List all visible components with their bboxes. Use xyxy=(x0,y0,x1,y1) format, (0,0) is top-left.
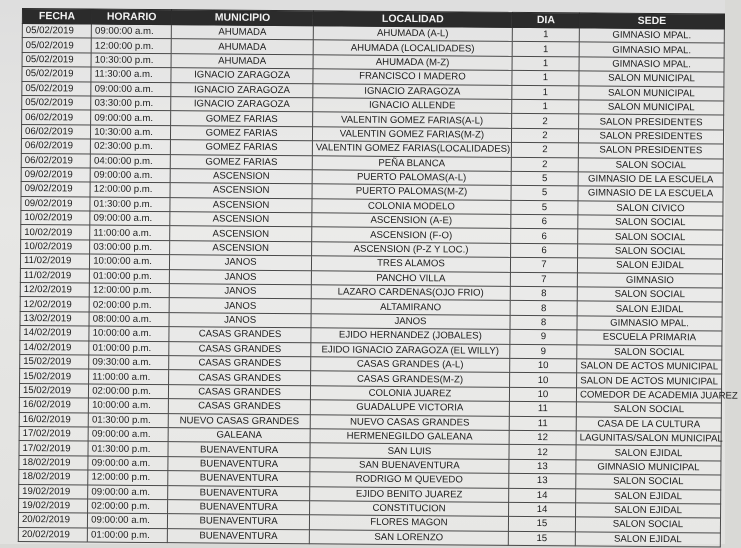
cell-localidad: HERMENEGILDO GALEANA xyxy=(310,429,509,445)
cell-municipio: ASCENSION xyxy=(170,197,312,213)
cell-dia: 10 xyxy=(510,358,577,373)
cell-fecha: 05/02/2019 xyxy=(22,38,91,53)
cell-horario: 08:00:00 a.m. xyxy=(89,312,169,327)
cell-horario: 10:30:00 p.m. xyxy=(91,53,171,68)
cell-municipio: CASAS GRANDES xyxy=(169,341,311,357)
cell-sede: SALON SOCIAL xyxy=(577,344,722,360)
cell-localidad: SAN BUENAVENTURA xyxy=(310,457,509,473)
cell-horario: 09:00:00 a.m. xyxy=(90,168,170,183)
cell-fecha: 17/02/2019 xyxy=(19,426,88,441)
cell-localidad: ASCENSION (F-O) xyxy=(312,227,511,243)
cell-municipio: BUENAVENTURA xyxy=(168,514,310,530)
cell-horario: 12:00:00 p.m. xyxy=(89,283,169,298)
cell-sede: SALON EJIDAL xyxy=(576,488,721,504)
cell-fecha: 06/02/2019 xyxy=(22,110,91,125)
cell-horario: 01:30:00 p.m. xyxy=(88,441,168,456)
cell-dia: 15 xyxy=(508,517,575,532)
cell-horario: 04:00:00 p.m. xyxy=(90,154,170,169)
cell-dia: 6 xyxy=(511,229,578,244)
cell-municipio: AHUMADA xyxy=(172,25,314,41)
cell-horario: 09:00:00 a.m. xyxy=(88,456,168,471)
cell-municipio: BUENAVENTURA xyxy=(168,528,310,544)
cell-localidad: EJIDO IGNACIO ZARAGOZA (EL WILLY) xyxy=(311,342,510,358)
cell-sede: SALON PRESIDENTES xyxy=(579,114,724,130)
cell-sede: SALON EJIDAL xyxy=(576,445,721,461)
cell-sede: SALON EJIDAL xyxy=(576,503,721,519)
cell-sede: CASA DE LA CULTURA xyxy=(576,416,721,432)
cell-municipio: GOMEZ FARIAS xyxy=(171,111,313,127)
cell-dia: 7 xyxy=(510,258,577,273)
cell-municipio: CASAS GRANDES xyxy=(169,399,311,415)
cell-dia: 14 xyxy=(509,488,576,503)
cell-dia: 2 xyxy=(511,157,578,172)
cell-dia: 5 xyxy=(511,186,578,201)
cell-municipio: IGNACIO ZARAGOZA xyxy=(171,68,313,84)
cell-dia: 14 xyxy=(508,502,575,517)
cell-localidad: LAZARO CARDENAS(OJO FRIO) xyxy=(311,285,510,301)
cell-horario: 09:00:00 a.m. xyxy=(91,110,171,125)
cell-fecha: 12/02/2019 xyxy=(20,297,89,312)
cell-localidad: IGNACIO ALLENDE xyxy=(313,98,512,114)
cell-localidad: VALENTIN GOMEZ FARIAS(LOCALIDADES) xyxy=(312,141,511,157)
cell-fecha: 17/02/2019 xyxy=(19,441,88,456)
cell-municipio: JANOS xyxy=(169,312,311,328)
header-dia: DIA xyxy=(512,12,579,28)
cell-dia: 8 xyxy=(510,301,577,316)
cell-municipio: GOMEZ FARIAS xyxy=(171,125,313,141)
cell-dia: 10 xyxy=(509,373,576,388)
cell-municipio: JANOS xyxy=(170,269,312,285)
cell-municipio: BUENAVENTURA xyxy=(168,442,310,458)
cell-horario: 11:00:00 a.m. xyxy=(90,226,170,241)
cell-municipio: JANOS xyxy=(169,298,311,314)
cell-municipio: IGNACIO ZARAGOZA xyxy=(171,82,313,98)
cell-horario: 09:00:00 a.m. xyxy=(88,427,168,442)
cell-dia: 2 xyxy=(511,128,578,143)
cell-fecha: 09/02/2019 xyxy=(21,182,90,197)
cell-localidad: COLONIA MODELO xyxy=(312,198,511,214)
cell-horario: 11:30:00 a.m. xyxy=(91,67,171,82)
cell-sede: SALON SOCIAL xyxy=(578,244,723,260)
cell-localidad: FLORES MAGON xyxy=(309,515,508,531)
cell-fecha: 10/02/2019 xyxy=(21,225,90,240)
cell-fecha: 15/02/2019 xyxy=(20,354,89,369)
cell-dia: 1 xyxy=(512,71,579,86)
cell-localidad: CASAS GRANDES(M-Z) xyxy=(310,371,509,387)
cell-dia: 5 xyxy=(511,171,578,186)
cell-sede: GIMNASIO MPAL. xyxy=(579,57,724,73)
cell-sede: SALON EJIDAL xyxy=(577,301,722,317)
cell-fecha: 15/02/2019 xyxy=(20,369,89,384)
cell-sede: GIMNASIO xyxy=(577,273,722,289)
cell-sede: SALON MUNICIPAL xyxy=(579,100,724,116)
cell-sede: SALON DE ACTOS MUNICIPAL xyxy=(577,373,722,389)
cell-horario: 01:00:00 p.m. xyxy=(88,528,168,543)
cell-localidad: NUEVO CASAS GRANDES xyxy=(310,414,509,430)
cell-municipio: AHUMADA xyxy=(171,39,313,55)
cell-municipio: BUENAVENTURA xyxy=(168,500,310,516)
cell-horario: 01:30:00 p.m. xyxy=(90,197,170,212)
cell-dia: 15 xyxy=(508,531,575,546)
cell-dia: 9 xyxy=(510,330,577,345)
cell-sede: SALON DE ACTOS MUNICIPAL xyxy=(577,359,722,375)
cell-sede: SALON SOCIAL xyxy=(577,287,722,303)
cell-localidad: ASCENSION (A-E) xyxy=(312,213,511,229)
cell-municipio: IGNACIO ZARAGOZA xyxy=(171,97,313,113)
cell-localidad: FRANCISCO I MADERO xyxy=(313,69,512,85)
cell-sede: SALON SOCIAL xyxy=(578,215,723,231)
cell-horario: 12:00:00 p.m. xyxy=(90,182,170,197)
cell-localidad: PUERTO PALOMAS(M-Z) xyxy=(312,184,511,200)
cell-sede: SALON PRESIDENTES xyxy=(578,143,723,159)
cell-dia: 8 xyxy=(510,286,577,301)
cell-dia: 11 xyxy=(509,416,576,431)
cell-dia: 2 xyxy=(511,142,578,157)
cell-sede: SALON SOCIAL xyxy=(576,474,721,490)
cell-sede: SALON MUNICIPAL xyxy=(579,85,724,101)
cell-sede: SALON EJIDAL xyxy=(577,258,722,274)
cell-localidad: ASCENSION (P-Z Y LOC.) xyxy=(311,242,510,258)
cell-dia: 13 xyxy=(509,459,576,474)
cell-municipio: JANOS xyxy=(169,284,311,300)
cell-sede: SALON SOCIAL xyxy=(575,517,720,533)
cell-localidad: COLONIA JUAREZ xyxy=(310,386,509,402)
cell-localidad: PANCHO VILLA xyxy=(311,270,510,286)
cell-fecha: 09/02/2019 xyxy=(21,196,90,211)
cell-dia: 12 xyxy=(509,445,576,460)
cell-fecha: 14/02/2019 xyxy=(20,340,89,355)
cell-localidad: SAN LORENZO xyxy=(309,529,508,545)
cell-sede: SALON EJIDAL xyxy=(575,532,720,548)
cell-localidad: ALTAMIRANO xyxy=(311,299,510,315)
cell-horario: 01:30:00 p.m. xyxy=(88,413,168,428)
cell-localidad: GUADALUPE VICTORIA xyxy=(310,400,509,416)
cell-horario: 02:00:00 p.m. xyxy=(88,499,168,514)
cell-dia: 2 xyxy=(512,114,579,129)
cell-sede: SALON SOCIAL xyxy=(578,229,723,245)
cell-horario: 02:00:00 p.m. xyxy=(89,384,169,399)
cell-fecha: 05/02/2019 xyxy=(22,24,91,39)
cell-sede: SALON SOCIAL xyxy=(578,157,723,173)
cell-dia: 11 xyxy=(509,401,576,416)
cell-fecha: 19/02/2019 xyxy=(19,498,88,513)
cell-fecha: 10/02/2019 xyxy=(21,239,90,254)
cell-fecha: 19/02/2019 xyxy=(19,484,88,499)
cell-dia: 6 xyxy=(511,214,578,229)
cell-fecha: 13/02/2019 xyxy=(20,311,89,326)
cell-sede: SALON SOCIAL xyxy=(576,402,721,418)
cell-dia: 1 xyxy=(512,56,579,71)
cell-horario: 12:00:00 p.m. xyxy=(88,470,168,485)
cell-fecha: 09/02/2019 xyxy=(21,167,90,182)
cell-horario: 10:00:00 a.m. xyxy=(89,326,169,341)
cell-horario: 01:00:00 p.m. xyxy=(90,269,170,284)
cell-sede: GIMNASIO MPAL. xyxy=(579,28,724,44)
cell-fecha: 05/02/2019 xyxy=(22,67,91,82)
schedule-body xyxy=(18,24,738,548)
cell-dia: 10 xyxy=(509,387,576,402)
header-municipio: MUNICIPIO xyxy=(172,10,314,26)
cell-municipio: ASCENSION xyxy=(170,183,312,199)
cell-fecha: 10/02/2019 xyxy=(21,211,90,226)
cell-sede: SALON MUNICIPAL xyxy=(579,71,724,87)
cell-horario: 01:00:00 p.m. xyxy=(89,341,169,356)
cell-horario: 10:30:00 a.m. xyxy=(91,125,171,140)
cell-horario: 10:00:00 a.m. xyxy=(90,254,170,269)
cell-fecha: 11/02/2019 xyxy=(20,254,89,269)
cell-localidad: AHUMADA (A-L) xyxy=(313,26,512,42)
cell-fecha: 20/02/2019 xyxy=(18,513,87,528)
cell-municipio: ASCENSION xyxy=(170,212,312,228)
cell-fecha: 20/02/2019 xyxy=(18,527,87,542)
cell-fecha: 06/02/2019 xyxy=(21,153,90,168)
cell-fecha: 12/02/2019 xyxy=(20,283,89,298)
schedule-table xyxy=(18,8,738,548)
cell-localidad: RODRIGO M QUEVEDO xyxy=(310,472,509,488)
cell-fecha: 18/02/2019 xyxy=(19,470,88,485)
cell-dia: 1 xyxy=(512,42,579,57)
header-sede: SEDE xyxy=(579,13,724,29)
cell-dia: 5 xyxy=(511,200,578,215)
cell-sede: ESCUELA PRIMARIA xyxy=(577,330,722,346)
cell-sede: COMEDOR DE ACADEMIA JUAREZ xyxy=(576,388,721,404)
cell-dia: 9 xyxy=(510,344,577,359)
cell-localidad: TRES ALAMOS xyxy=(311,256,510,272)
cell-horario: 02:00:00 p.m. xyxy=(89,297,169,312)
cell-municipio: CASAS GRANDES xyxy=(169,384,311,400)
cell-horario: 11:00:00 a.m. xyxy=(89,369,169,384)
cell-fecha: 16/02/2019 xyxy=(19,412,88,427)
cell-localidad: IGNACIO ZARAGOZA xyxy=(313,83,512,99)
cell-municipio: CASAS GRANDES xyxy=(169,370,311,386)
cell-localidad: AHUMADA (LOCALIDADES) xyxy=(313,40,512,56)
cell-localidad: VALENTIN GOMEZ FARIAS(A-L) xyxy=(313,112,512,128)
cell-municipio: ASCENSION xyxy=(170,241,312,257)
cell-dia: 6 xyxy=(511,243,578,258)
cell-fecha: 11/02/2019 xyxy=(20,268,89,283)
cell-horario: 09:00:00 a.m. xyxy=(90,211,170,226)
cell-municipio: GOMEZ FARIAS xyxy=(170,154,312,170)
cell-horario: 03:30:00 p.m. xyxy=(91,96,171,111)
cell-dia: 1 xyxy=(512,85,579,100)
cell-fecha: 06/02/2019 xyxy=(21,124,90,139)
cell-municipio: ASCENSION xyxy=(170,169,312,185)
cell-horario: 09:00:00 a.m. xyxy=(88,485,168,500)
cell-fecha: 16/02/2019 xyxy=(19,398,88,413)
cell-horario: 09:30:00 a.m. xyxy=(89,355,169,370)
cell-fecha: 18/02/2019 xyxy=(19,455,88,470)
cell-municipio: GALEANA xyxy=(168,428,310,444)
cell-sede: SALON CIVICO xyxy=(578,201,723,217)
cell-localidad: AHUMADA (M-Z) xyxy=(313,55,512,71)
cell-fecha: 14/02/2019 xyxy=(20,326,89,341)
cell-dia: 12 xyxy=(509,430,576,445)
cell-municipio: BUENAVENTURA xyxy=(168,471,310,487)
cell-municipio: CASAS GRANDES xyxy=(169,356,311,372)
cell-dia: 1 xyxy=(512,99,579,114)
cell-sede: GIMNASIO MPAL. xyxy=(577,316,722,332)
cell-fecha: 15/02/2019 xyxy=(19,383,88,398)
cell-horario: 09:00:00 a.m. xyxy=(91,24,171,39)
cell-sede: GIMNASIO DE LA ESCUELA xyxy=(578,186,723,202)
cell-horario: 12:00:00 p.m. xyxy=(91,38,171,53)
cell-fecha: 05/02/2019 xyxy=(22,95,91,110)
header-horario: HORARIO xyxy=(92,9,172,25)
cell-sede: SALON PRESIDENTES xyxy=(578,129,723,145)
cell-municipio: BUENAVENTURA xyxy=(168,456,310,472)
cell-horario: 09:00:00 a.m. xyxy=(91,82,171,97)
cell-localidad: CONSTITUCION xyxy=(309,501,508,517)
cell-sede: GIMNASIO MUNICIPAL xyxy=(576,460,721,476)
cell-localidad: JANOS xyxy=(311,314,510,330)
cell-horario: 02:30:00 p.m. xyxy=(91,139,171,154)
cell-localidad: EJIDO BENITO JUAREZ xyxy=(310,486,509,502)
cell-municipio: GOMEZ FARIAS xyxy=(171,140,313,156)
cell-localidad: CASAS GRANDES (A-L) xyxy=(311,357,510,373)
cell-sede: GIMNASIO MPAL. xyxy=(579,42,724,58)
cell-localidad: SAN LUIS xyxy=(310,443,509,459)
cell-municipio: NUEVO CASAS GRANDES xyxy=(168,413,310,429)
cell-municipio: JANOS xyxy=(170,255,312,271)
header-localidad: LOCALIDAD xyxy=(313,11,512,28)
cell-municipio: CASAS GRANDES xyxy=(169,327,311,343)
cell-dia: 13 xyxy=(509,473,576,488)
cell-horario: 10:00:00 a.m. xyxy=(89,398,169,413)
cell-horario: 09:00:00 a.m. xyxy=(88,513,168,528)
header-fecha: FECHA xyxy=(22,9,91,25)
cell-horario: 03:00:00 p.m. xyxy=(90,240,170,255)
cell-fecha: 06/02/2019 xyxy=(21,139,90,154)
cell-municipio: ASCENSION xyxy=(170,226,312,242)
cell-dia: 8 xyxy=(510,315,577,330)
cell-localidad: PUERTO PALOMAS(A-L) xyxy=(312,170,511,186)
cell-localidad: PEÑA BLANCA xyxy=(312,155,511,171)
cell-localidad: EJIDO HERNANDEZ (JOBALES) xyxy=(311,328,510,344)
cell-municipio: BUENAVENTURA xyxy=(168,485,310,501)
cell-fecha: 05/02/2019 xyxy=(22,52,91,67)
cell-sede: LAGUNITAS/SALON MUNICIPAL xyxy=(576,431,721,447)
cell-dia: 7 xyxy=(510,272,577,287)
cell-localidad: VALENTIN GOMEZ FARIAS(M-Z) xyxy=(312,127,511,143)
cell-sede: GIMNASIO DE LA ESCUELA xyxy=(578,172,723,188)
cell-municipio: AHUMADA xyxy=(171,53,313,69)
cell-dia: 1 xyxy=(512,27,579,42)
cell-fecha: 05/02/2019 xyxy=(22,81,91,96)
